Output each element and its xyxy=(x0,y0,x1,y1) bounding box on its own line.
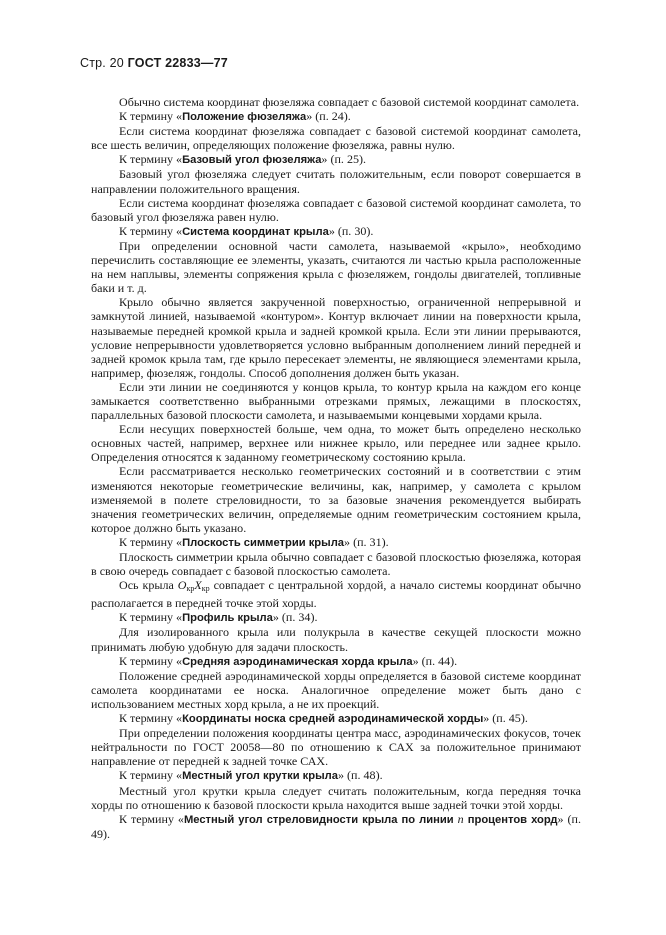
axis-x-subscript: кр xyxy=(201,584,210,594)
ref-suffix: » (п. 45). xyxy=(483,711,528,726)
term-reference xyxy=(91,224,581,239)
term-reference xyxy=(91,610,581,625)
body-paragraph: Базовый угол фюзеляжа следует считать положительным, если поворот совершается в направлении положительного вращения. xyxy=(91,167,581,196)
body-paragraph: Местный угол крутки крыла следует считать положительным, когда передняя точка хорды по отношению к базовой плоскости крыла находится выше задней точки этой хорды. xyxy=(91,783,581,812)
term-name: Базовый угол фюзеляжа xyxy=(182,154,322,167)
ref-suffix: » (п. 25). xyxy=(321,152,367,167)
body-paragraph: При определении положения координаты центра масс, аэродинамических фокусов, точек нейтральности по ГОСТ 20058—80 по отношению к САХ за положительное принимают направление от передней к задней точке САХ. xyxy=(91,726,581,769)
standard-code: ГОСТ 22833—77 xyxy=(127,56,228,70)
body-paragraph: Для изолированного крыла или полукрыла в качестве секущей плоскости можно принимать любую удобную для задачи плоскость. xyxy=(91,625,581,654)
term-reference xyxy=(91,578,581,610)
term-name: Положение фюзеляжа xyxy=(182,111,307,124)
term-name: Плоскость симметрии крыла xyxy=(182,536,345,549)
body-paragraph: Если эти линии не соединяются у концов крыла, то контур крыла на каждом его конце замыкается соответственно выбранными отрезками прямых, лежащими в плоскостях, параллельных базовой плоскости самолета, и называемыми концевыми хордами крыла. xyxy=(91,379,581,423)
term-reference xyxy=(91,535,581,550)
ref-prefix: К термину « xyxy=(119,152,183,167)
ref-suffix: » (п. 24). xyxy=(306,109,351,124)
term-name: Профиль крыла xyxy=(182,612,273,625)
ref-prefix: К термину « xyxy=(119,768,183,783)
term-name: Местный угол стреловидности крыла по линии xyxy=(183,813,458,826)
body-paragraph: Плоскость симметрии крыла обычно совпадает с базовой плоскостью фюзеляжа, которая в свою очередь совпадает с базовой плоскостью самолета. xyxy=(91,550,581,579)
term-reference xyxy=(91,711,581,726)
document-body xyxy=(91,95,581,841)
ref-suffix: » (п. 49). xyxy=(91,811,581,841)
ref-suffix: » (п. 31). xyxy=(344,534,389,549)
body-paragraph: При определении основной части самолета, называемой «крыло», необходимо перечислить составляющие ее элементы, указать, считаются ли частью крыла расположенные на нем наплывы, элементы сопряжения крыла с фюзеляжем, гондолы двигателей, топливные баки и т. д. xyxy=(91,238,581,296)
axis-origin-subscript: кр xyxy=(186,584,195,594)
ref-suffix: » (п. 34). xyxy=(272,610,318,625)
ref-prefix: К термину « xyxy=(119,653,183,668)
term-name: Средняя аэродинамическая хорда крыла xyxy=(182,655,413,668)
term-reference xyxy=(91,109,581,124)
term-variable: n xyxy=(457,811,464,826)
term-name-end: процентов хорд xyxy=(463,813,558,826)
body-paragraph: Если система координат фюзеляжа совпадает с базовой системой координат самолета, все шесть величин, определяющих положение фюзеляжа, равны нулю. xyxy=(91,124,581,153)
term-name: Координаты носка средней аэродинамической хорды xyxy=(182,713,484,726)
axis-suffix: совпадает с центральной хордой, а начало системы координат обычно располагается в передней точке этой хорды. xyxy=(91,578,581,611)
term-reference xyxy=(91,654,581,669)
body-paragraph: Положение средней аэродинамической хорды определяется в базовой системе координат самолета координатами ее носка. Аналогичное определение может быть дано с использованием местных хорд крыла, а не их проекций. xyxy=(91,668,581,711)
term-name: Система координат крыла xyxy=(182,225,329,238)
body-paragraph: Обычно система координат фюзеляжа совпадает с базовой системой координат самолета. xyxy=(119,95,580,109)
ref-suffix: » (п. 30). xyxy=(328,223,374,238)
term-name: Местный угол крутки крыла xyxy=(182,770,338,783)
ref-suffix: » (п. 48). xyxy=(338,768,383,783)
ref-prefix: К термину « xyxy=(119,711,183,726)
term-reference xyxy=(91,152,581,167)
ref-prefix: К термину « xyxy=(119,223,183,238)
ref-suffix: » (п. 44). xyxy=(412,653,458,668)
axis-x-symbol: X xyxy=(194,578,202,593)
page-header xyxy=(80,56,228,70)
ref-prefix: К термину « xyxy=(119,534,183,549)
page-number: Стр. 20 xyxy=(80,56,124,70)
ref-prefix: К термину « xyxy=(119,811,184,826)
term-reference xyxy=(91,768,581,783)
ref-prefix: К термину « xyxy=(119,610,183,625)
axis-prefix: Ось крыла xyxy=(119,578,178,593)
term-reference xyxy=(91,812,581,841)
body-paragraph: Крыло обычно является закрученной поверхностью, ограниченной непрерывной и замкнутой линией, называемой «контуром». Контур включает линии на поверхности крыла, называемые передней кромкой крыла и задней кромкой крыла. Если эти линии прерываются, условие непрерывности удовлетворяется условно выбранным дополнением линий передней и задней кромок крыла там, где крыло пересекает элементы, не являющиеся элементами крыла, например, фюзеляж, гондолы. Способ дополнения должен быть указан. xyxy=(91,295,581,380)
axis-origin-symbol: O xyxy=(177,578,187,593)
body-paragraph: Если рассматривается несколько геометрических состояний и в соответствии с этим изменяются некоторые геометрические величины, как, например, у самолета с крылом изменяемой в полете стреловидности, то за базовые значения рекомендуется выбирать значения геометрических величин, определяемые одним геометрическим состоянием крыла, которое должно быть указано. xyxy=(91,464,581,535)
body-paragraph: Если система координат фюзеляжа совпадает с базовой системой координат самолета, то базовый угол фюзеляжа равен нулю. xyxy=(91,195,581,224)
body-paragraph: Если несущих поверхностей больше, чем одна, то может быть определено несколько основных частей, например, верхнее или нижнее крыло, или переднее или заднее крыло. Определения относятся к заданному геометрическому состоянию крыла. xyxy=(91,422,581,465)
ref-prefix: К термину « xyxy=(119,109,183,124)
